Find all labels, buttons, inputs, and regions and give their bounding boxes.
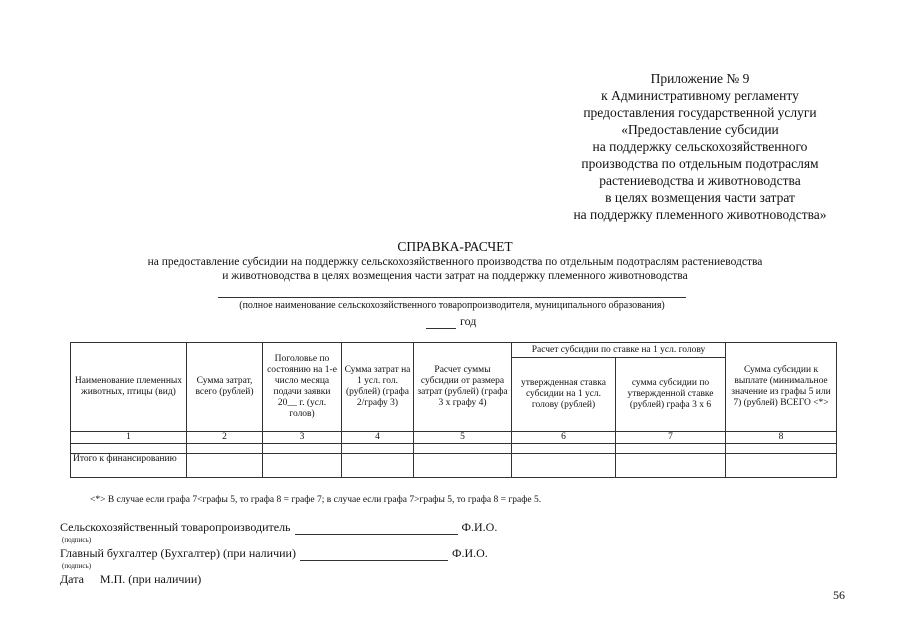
appendix-line: производства по отдельным подотраслям [581, 156, 819, 171]
column-number: 4 [342, 432, 414, 444]
table-cell[interactable] [342, 454, 414, 478]
appendix-line: на поддержку сельскохозяйственного [592, 139, 808, 154]
header-col4: Сумма затрат на 1 усл. гол. (рублей) (графа 2/графу 3) [342, 343, 414, 432]
footnote: <*> В случае если графа 7<графы 5, то графа 8 = графе 7; в случае если графа 7>графы 5, то графа 8 = графе 5. [90, 495, 542, 505]
accountant-fio: Ф.И.О. [451, 546, 488, 560]
column-number: 1 [71, 432, 187, 444]
column-number: 6 [512, 432, 616, 444]
table-row [71, 444, 837, 454]
title-main: СПРАВКА-РАСЧЕТ [397, 239, 513, 254]
producer-signature-field[interactable] [295, 522, 458, 535]
year-line [426, 314, 476, 329]
year-blank[interactable] [426, 316, 456, 329]
date-label: Дата [60, 572, 84, 586]
page-number: 56 [833, 588, 845, 602]
accountant-signature-line [60, 546, 488, 561]
column-number: 8 [726, 432, 837, 444]
table-cell[interactable] [414, 454, 512, 478]
header-col7: сумма субсидии по утвержденной ставке (рублей) графа 3 х 6 [616, 358, 726, 432]
table-cell[interactable] [512, 454, 616, 478]
accountant-signature-caption: (подпись) [62, 562, 92, 570]
appendix-header [540, 70, 860, 223]
stamp-label: М.П. (при наличии) [99, 572, 202, 586]
producer-fio: Ф.И.О. [461, 520, 498, 534]
total-row [71, 454, 837, 478]
accountant-signature-field[interactable] [300, 548, 448, 561]
producer-label: Сельскохозяйственный товаропроизводитель [60, 520, 291, 534]
header-col1: Наименование племенных животных, птицы (вид) [71, 343, 187, 432]
table-cell[interactable] [616, 444, 726, 454]
producer-signature-caption: (подпись) [62, 536, 92, 544]
table-cell[interactable] [187, 444, 263, 454]
table-cell[interactable] [342, 444, 414, 454]
document-title [60, 238, 850, 283]
organization-name-line[interactable] [218, 297, 686, 298]
organization-caption: (полное наименование сельскохозяйственного товаропроизводителя, муниципального образования) [239, 300, 665, 311]
appendix-line: Приложение № 9 [650, 71, 750, 86]
appendix-line: в целях возмещения части затрат [605, 190, 795, 205]
column-number: 5 [414, 432, 512, 444]
appendix-line: на поддержку племенного животноводства» [573, 207, 827, 222]
column-number: 3 [263, 432, 342, 444]
accountant-label: Главный бухгалтер (Бухгалтер) (при наличии) [60, 546, 296, 560]
date-stamp-line [60, 572, 201, 587]
year-label: год [460, 314, 477, 328]
table-cell[interactable] [187, 454, 263, 478]
table-cell[interactable] [414, 444, 512, 454]
appendix-line: к Административному регламенту [601, 88, 799, 103]
total-label: Итого к финансированию [71, 454, 187, 478]
column-number: 2 [187, 432, 263, 444]
title-sub-2: и животноводства в целях возмещения части затрат на поддержку племенного животноводства [222, 270, 688, 282]
header-col2: Сумма затрат, всего (рублей) [187, 343, 263, 432]
appendix-line: «Предоставление субсидии [621, 122, 779, 137]
header-col5: Расчет суммы субсидии от размера затрат (рублей) (графа 3 х графу 4) [414, 343, 512, 432]
table-cell[interactable] [726, 444, 837, 454]
table-cell[interactable] [71, 444, 187, 454]
appendix-line: растениеводства и животноводства [599, 173, 801, 188]
producer-signature-line [60, 520, 497, 535]
column-number: 7 [616, 432, 726, 444]
header-col3: Поголовье по состоянию на 1-е число месяца подачи заявки 20__ г. (усл. голов) [263, 343, 342, 432]
header-col6: утвержденная ставка субсидии на 1 усл. голову (рублей) [512, 358, 616, 432]
table-cell[interactable] [726, 454, 837, 478]
table-cell[interactable] [616, 454, 726, 478]
header-col67-group: Расчет субсидии по ставке на 1 усл. голову [512, 343, 726, 358]
calculation-table [70, 342, 837, 478]
table-cell[interactable] [263, 454, 342, 478]
table-cell[interactable] [512, 444, 616, 454]
table-cell[interactable] [263, 444, 342, 454]
header-col8: Сумма субсидии к выплате (минимальное значение из графы 5 или 7) (рублей) ВСЕГО <*> [726, 343, 837, 432]
appendix-line: предоставления государственной услуги [583, 105, 817, 120]
title-sub-1: на предоставление субсидии на поддержку сельскохозяйственного производства по отдельным подотраслям растениеводства [147, 256, 763, 268]
